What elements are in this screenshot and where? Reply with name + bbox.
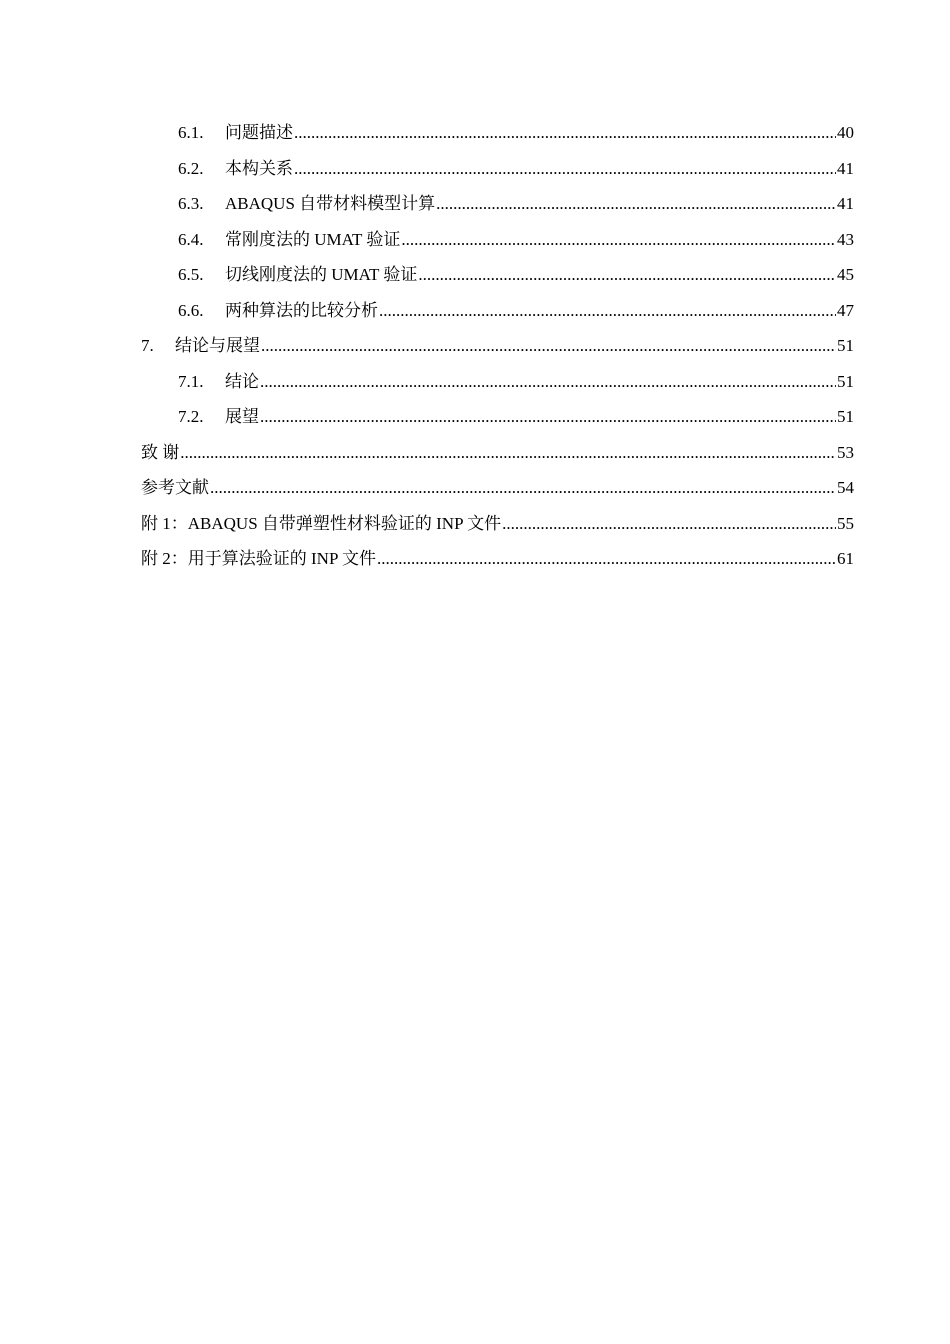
toc-entry-6-4[interactable] [0, 222, 854, 258]
toc-dot-leader [401, 222, 836, 258]
toc-entry-page: 55 [837, 513, 854, 533]
toc-entry-number: 6.4. [178, 229, 204, 249]
toc-entry-page: 53 [837, 442, 854, 462]
toc-entry-number: 6.6. [178, 300, 204, 320]
toc-entry-6-2[interactable] [0, 151, 854, 187]
toc-entry-number: 6.2. [178, 158, 204, 178]
toc-dot-leader [260, 364, 836, 400]
toc-entry-6-1[interactable] [0, 115, 854, 151]
toc-entry-title: 致 谢 [141, 442, 180, 462]
toc-entry-number: 6.3. [178, 194, 204, 213]
toc-entry-7[interactable] [0, 328, 854, 364]
toc-entry-title: 切线刚度法的 UMAT 验证 [225, 265, 418, 284]
toc-entry-page: 45 [837, 265, 854, 284]
toc-entry-number: 7.1. [178, 371, 204, 391]
toc-entry-appendix-1[interactable] [0, 506, 854, 542]
toc-entry-title: 本构关系 [225, 158, 293, 178]
toc-dot-leader [377, 541, 836, 577]
toc-entry-title: 结论与展望 [175, 336, 260, 355]
toc-entry-title: ABAQUS 自带材料模型计算 [225, 194, 436, 213]
toc-entry-6-5[interactable] [0, 257, 854, 293]
toc-dot-leader [502, 506, 836, 542]
toc-entry-7-1[interactable] [0, 364, 854, 400]
toc-dot-leader [436, 186, 836, 222]
toc-entry-page: 61 [837, 549, 854, 568]
table-of-contents [0, 115, 950, 577]
toc-entry-page: 47 [837, 300, 854, 320]
toc-entry-appendix-2[interactable] [0, 541, 854, 577]
toc-dot-leader [418, 257, 836, 293]
toc-entry-title: 展望 [225, 407, 259, 426]
toc-entry-page: 51 [837, 407, 854, 426]
toc-dot-leader [294, 151, 836, 187]
toc-entry-number: 7. [141, 336, 154, 355]
toc-entry-acknowledgements[interactable] [0, 435, 854, 471]
toc-dot-leader [294, 115, 836, 151]
toc-entry-references[interactable] [0, 470, 854, 506]
toc-entry-page: 41 [837, 194, 854, 213]
toc-entry-number: 6.5. [178, 265, 204, 284]
toc-entry-6-6[interactable] [0, 293, 854, 329]
toc-entry-page: 41 [837, 158, 854, 178]
toc-entry-number: 7.2. [178, 407, 204, 426]
toc-entry-7-2[interactable] [0, 399, 854, 435]
toc-entry-title: 附 2：用于算法验证的 INP 文件 [141, 549, 377, 568]
toc-dot-leader [261, 328, 836, 364]
toc-entry-title: 常刚度法的 UMAT 验证 [225, 229, 401, 249]
toc-entry-title: 附 1：ABAQUS 自带弹塑性材料验证的 INP 文件 [141, 513, 502, 533]
toc-entry-page: 40 [837, 123, 854, 142]
toc-entry-title: 参考文献 [141, 478, 209, 497]
toc-entry-title: 结论 [225, 371, 259, 391]
toc-entry-page: 54 [837, 478, 854, 497]
toc-entry-title: 两种算法的比较分析 [225, 300, 378, 320]
toc-entry-page: 51 [837, 371, 854, 391]
toc-entry-6-3[interactable] [0, 186, 854, 222]
toc-dot-leader [180, 435, 836, 471]
toc-entry-number: 6.1. [178, 123, 204, 142]
toc-dot-leader [210, 470, 836, 506]
toc-dot-leader [379, 293, 836, 329]
toc-entry-page: 43 [837, 229, 854, 249]
toc-dot-leader [260, 399, 836, 435]
toc-entry-title: 问题描述 [225, 123, 293, 142]
toc-entry-page: 51 [837, 336, 854, 355]
